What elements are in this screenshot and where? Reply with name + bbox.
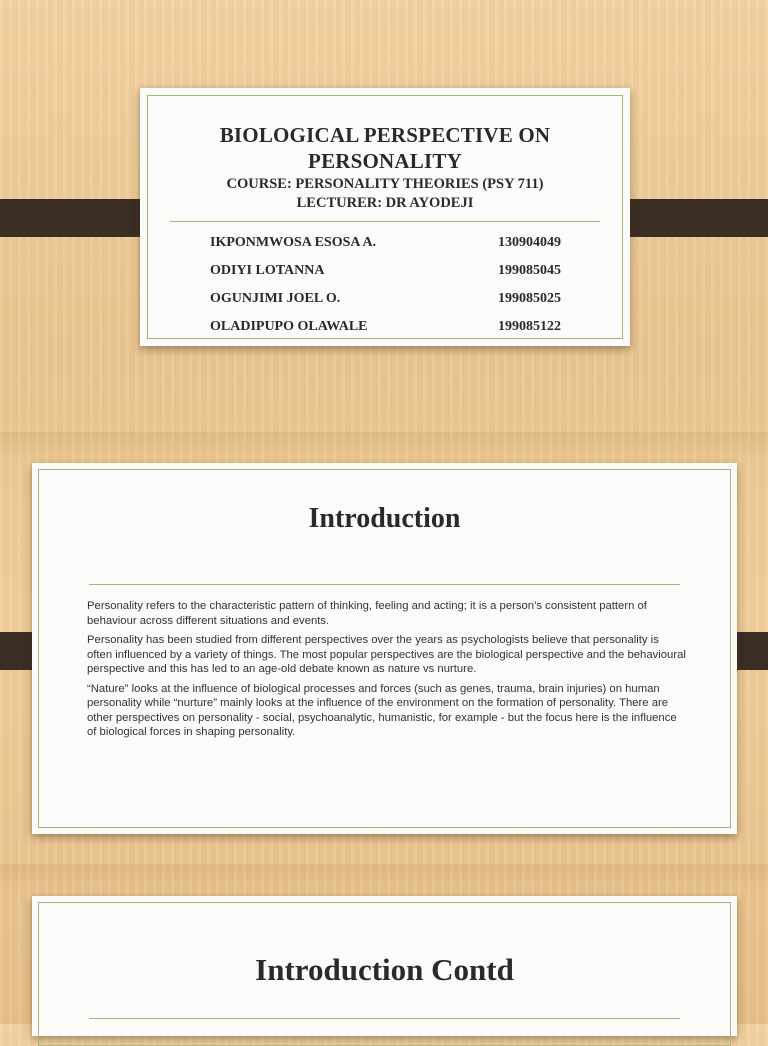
introduction-paragraph: Personality refers to the characteristic pattern of thinking, feeling and acting; it is a person’s consistent pattern of behaviour across different situations and events. xyxy=(87,600,647,627)
introduction-contd-title: Introduction Contd xyxy=(255,952,514,987)
slide-separator xyxy=(0,432,768,462)
member-id: 199085025 xyxy=(498,291,561,306)
member-id: 199085122 xyxy=(498,319,561,334)
member-id: 130904049 xyxy=(498,235,561,250)
lecturer-label: LECTURER: DR AYODEJI xyxy=(296,195,474,211)
slide1-right-band xyxy=(613,199,768,237)
member-name: IKPONMWOSA ESOSA A. xyxy=(210,235,377,250)
presentation-title-line1: BIOLOGICAL PERSPECTIVE ON xyxy=(219,123,551,147)
introduction-paragraph: “Nature” looks at the influence of biological processes and forces (such as genes, trauma, brain injuries) on human personality while “nurture” mainly looks at the influence of the environment on the formation of personality. There are other perspectives on personality - social, psychoanalytic, humanistic, for example - but the focus here is the influence of biological forces in shaping personality. xyxy=(87,682,677,738)
introduction-contd-slide-card xyxy=(32,896,737,1036)
slide1-left-band xyxy=(0,199,155,237)
presentation-title-line2: PERSONALITY xyxy=(308,149,462,173)
member-id: 199085045 xyxy=(498,263,561,278)
introduction-title: Introduction xyxy=(308,503,461,534)
slide-separator xyxy=(0,864,768,894)
introduction-paragraph: Personality has been studied from different perspectives over the years as psychologists believe that personality is often influenced by a variety of things. The most popular perspectives are the biological perspective and the behavioural perspective and this has led to an age-old debate known as nature vs nurture. xyxy=(87,634,686,675)
introduction-divider xyxy=(89,584,680,585)
introduction-contd-divider xyxy=(89,1018,680,1019)
title-divider xyxy=(170,221,600,222)
course-label: COURSE: PERSONALITY THEORIES (PSY 711) xyxy=(226,176,544,192)
introduction-body xyxy=(87,599,687,745)
member-name: OGUNJIMI JOEL O. xyxy=(210,291,341,306)
member-name: ODIYI LOTANNA xyxy=(210,263,325,278)
member-name: OLADIPUPO OLAWALE xyxy=(210,319,368,334)
title-slide-card xyxy=(140,88,630,346)
